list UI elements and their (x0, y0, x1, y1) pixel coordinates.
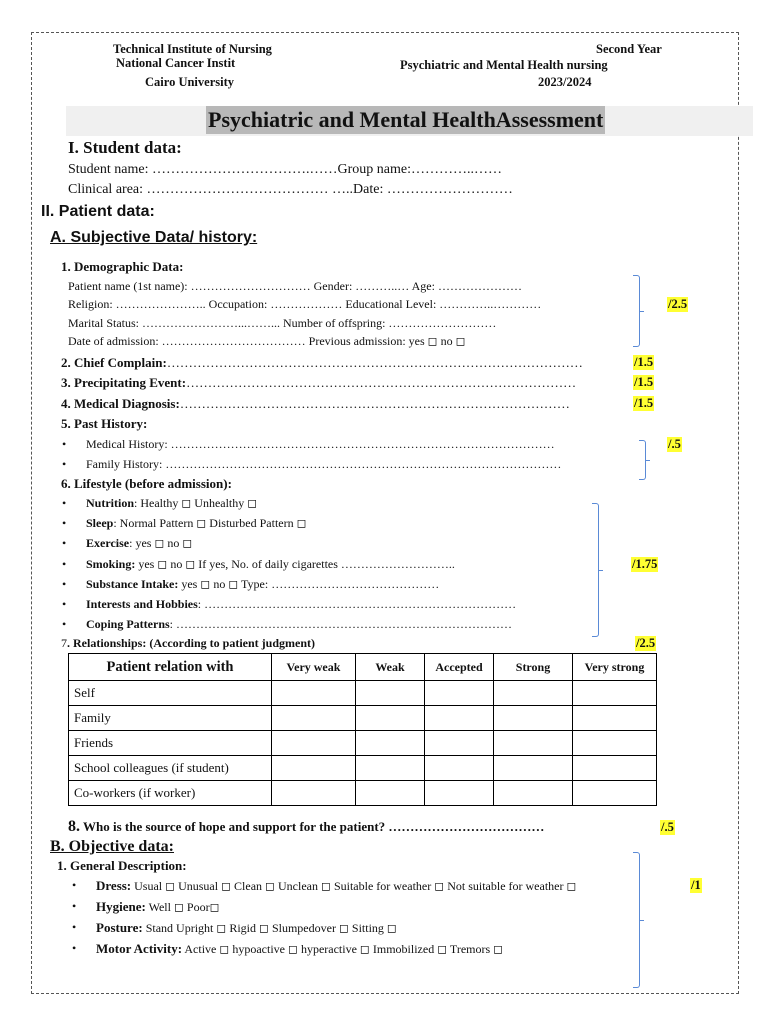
demographic-brace (633, 275, 640, 347)
medical-diagnosis-score: /1.5 (634, 396, 654, 410)
relation-label: Friends (69, 731, 272, 756)
table-row (69, 781, 657, 806)
sleep-label: Sleep (86, 516, 114, 530)
substance-label: Substance Intake: (86, 577, 179, 591)
past-history-brace (639, 440, 646, 480)
medical-diagnosis-label: 4. Medical Diagnosis: (61, 396, 180, 411)
column-header: Weak (356, 654, 425, 681)
student-line-2: Clinical area: ………………………………… …..Date: ……………………… (68, 182, 513, 197)
dress-row (96, 878, 576, 894)
rating-cell[interactable] (425, 781, 494, 806)
relation-label: Self (69, 681, 272, 706)
relationships-number: 7 (61, 636, 67, 650)
hygiene-row (96, 899, 220, 915)
rating-cell[interactable] (272, 781, 356, 806)
table-row (69, 681, 657, 706)
medical-diagnosis-dots: ……………………………………………………………………………… (179, 396, 570, 411)
motor-activity-options: Active ◻ hypoactive ◻ hyperactive ◻ Immobilized ◻ Tremors ◻ (182, 942, 504, 956)
rating-cell[interactable] (425, 731, 494, 756)
chief-complain-label: 2. Chief Complain: (61, 355, 167, 370)
medical-diagnosis (61, 396, 570, 412)
student-line-1: Student name: …………………………….……Group name:…………..…… (68, 162, 502, 177)
rating-cell[interactable] (573, 731, 657, 756)
rating-cell[interactable] (272, 731, 356, 756)
column-header: Patient relation with (69, 654, 272, 681)
lifestyle-brace (592, 503, 599, 637)
subjective-heading: A. Subjective Data/ history: (50, 229, 258, 246)
dress-label: Dress: (96, 878, 132, 893)
nutrition-label: Nutrition (86, 496, 134, 510)
objective-score: /1 (691, 878, 701, 892)
table-header-row (69, 654, 657, 681)
institute-name: Technical Institute of Nursing (113, 42, 272, 56)
rating-cell[interactable] (425, 756, 494, 781)
interests-dots: : …………………………………………………………………… (197, 597, 517, 611)
coping-row (86, 617, 512, 632)
coping-label: Coping Patterns (86, 617, 170, 631)
academic-year: 2023/2024 (538, 75, 592, 89)
rating-cell[interactable] (573, 681, 657, 706)
rating-cell[interactable] (356, 781, 425, 806)
hygiene-label: Hygiene: (96, 899, 146, 914)
rating-cell[interactable] (356, 731, 425, 756)
rating-cell[interactable] (494, 756, 573, 781)
rating-cell[interactable] (272, 681, 356, 706)
rating-cell[interactable] (494, 781, 573, 806)
precipitating-event-dots: ……………………………………………………………………………… (186, 375, 577, 390)
general-description-heading: 1. General Description: (57, 858, 187, 873)
family-history: • Family History: ……………………………………………………………………………………… (86, 457, 561, 472)
substance-options: yes ◻ no ◻ Type: …………………………………… (178, 577, 440, 591)
year: Second Year (596, 42, 662, 56)
motor-activity-label: Motor Activity: (96, 941, 183, 956)
rating-cell[interactable] (494, 706, 573, 731)
student-heading: I. Student data: (68, 138, 182, 157)
interests-row (86, 597, 516, 612)
nutrition-options: : Healthy ◻ Unhealthy ◻ (134, 496, 258, 510)
motor-activity-row (96, 941, 503, 957)
rating-cell[interactable] (356, 756, 425, 781)
demographic-line-3: Marital Status: ……………………...……... Number of offspring: ……………………… (68, 316, 497, 330)
smoking-options: yes ◻ no ◻ If yes, No. of daily cigarettes ……………………….. (135, 557, 455, 571)
lifestyle-score: /1.75 (632, 557, 658, 571)
sleep-row (86, 516, 307, 531)
rating-cell[interactable] (494, 681, 573, 706)
demographic-line-1: Patient name (1st name): ………………………… Gender: ………..… Age: ………………… (68, 279, 522, 293)
past-history-heading: 5. Past History: (61, 416, 148, 431)
posture-row (96, 920, 397, 936)
patient-heading: II. Patient data: (41, 203, 155, 220)
smoking-row (86, 557, 455, 572)
rating-cell[interactable] (573, 706, 657, 731)
exercise-row (86, 536, 192, 551)
column-header: Strong (494, 654, 573, 681)
rating-cell[interactable] (356, 681, 425, 706)
relation-label: School colleagues (if student) (69, 756, 272, 781)
lifestyle-heading: 6. Lifestyle (before admission): (61, 476, 232, 491)
table-row (69, 706, 657, 731)
column-header: Very strong (573, 654, 657, 681)
hope-score: /.5 (661, 820, 674, 834)
exercise-options: : yes ◻ no ◻ (129, 536, 193, 550)
substance-row (86, 577, 439, 592)
cancer-institute: National Cancer Instit (116, 56, 236, 70)
rating-cell[interactable] (425, 706, 494, 731)
rating-cell[interactable] (573, 781, 657, 806)
table-row (69, 756, 657, 781)
relationships-note: : (According to patient judgment) (142, 636, 316, 650)
posture-options: Stand Upright ◻ Rigid ◻ Slumpedover ◻ Sitting ◻ (142, 921, 397, 935)
chief-complain-score: /1.5 (634, 355, 654, 369)
rating-cell[interactable] (272, 706, 356, 731)
chief-complain-dots: …………………………………………………………………………………… (166, 355, 583, 370)
relationships-table (68, 653, 657, 806)
relationships-heading (61, 636, 315, 651)
objective-brace (633, 852, 640, 988)
relationships-score: /2.5 (636, 636, 656, 650)
course-name: Psychiatric and Mental Health nursing (400, 58, 608, 72)
column-header: Accepted (425, 654, 494, 681)
posture-label: Posture: (96, 920, 143, 935)
objective-heading: B. Objective data: (50, 838, 174, 855)
demographic-line-2: Religion: ………………….. Occupation: ……………… Educational Level: …………..………… (68, 297, 542, 311)
rating-cell[interactable] (494, 731, 573, 756)
page-title: Psychiatric and Mental HealthAssessment (208, 107, 604, 132)
demographic-line-4: Date of admission: ……………………………… Previous admission: yes ◻ no ◻ (68, 334, 466, 348)
medical-history: • Medical History: …………………………………………………………………………………… (86, 437, 555, 452)
rating-cell[interactable] (356, 706, 425, 731)
column-header: Very weak (272, 654, 356, 681)
demographic-score: /2.5 (668, 297, 688, 311)
rating-cell[interactable] (272, 756, 356, 781)
hygiene-options: Well ◻ Poor◻ (145, 900, 220, 914)
precipitating-event-score: /1.5 (634, 375, 654, 389)
chief-complain (61, 355, 583, 371)
rating-cell[interactable] (573, 756, 657, 781)
table-row (69, 731, 657, 756)
coping-dots: : ………………………………………………………………………… (169, 617, 513, 631)
rating-cell[interactable] (425, 681, 494, 706)
hope-question (68, 818, 544, 836)
hope-text: Who is the source of hope and support for the patient? ……………………………… (80, 819, 545, 834)
relation-label: Co-workers (if worker) (69, 781, 272, 806)
precipitating-event (61, 375, 576, 391)
sleep-options: : Normal Pattern ◻ Disturbed Pattern ◻ (113, 516, 307, 530)
demographic-heading: 1. Demographic Data: (61, 259, 184, 274)
exercise-label: Exercise (86, 536, 130, 550)
hope-number: 8. (68, 818, 80, 835)
relation-label: Family (69, 706, 272, 731)
interests-label: Interests and Hobbies (86, 597, 198, 611)
precipitating-event-label: 3. Precipitating Event: (61, 375, 187, 390)
past-history-score: /.5 (668, 437, 681, 451)
dress-options: Usual ◻ Unusual ◻ Clean ◻ Unclean ◻ Suitable for weather ◻ Not suitable for weather ◻ (131, 879, 577, 893)
relationships-label: . Relationships (67, 636, 143, 650)
nutrition-row (86, 496, 257, 511)
university: Cairo University (145, 75, 234, 89)
smoking-label: Smoking: (86, 557, 136, 571)
